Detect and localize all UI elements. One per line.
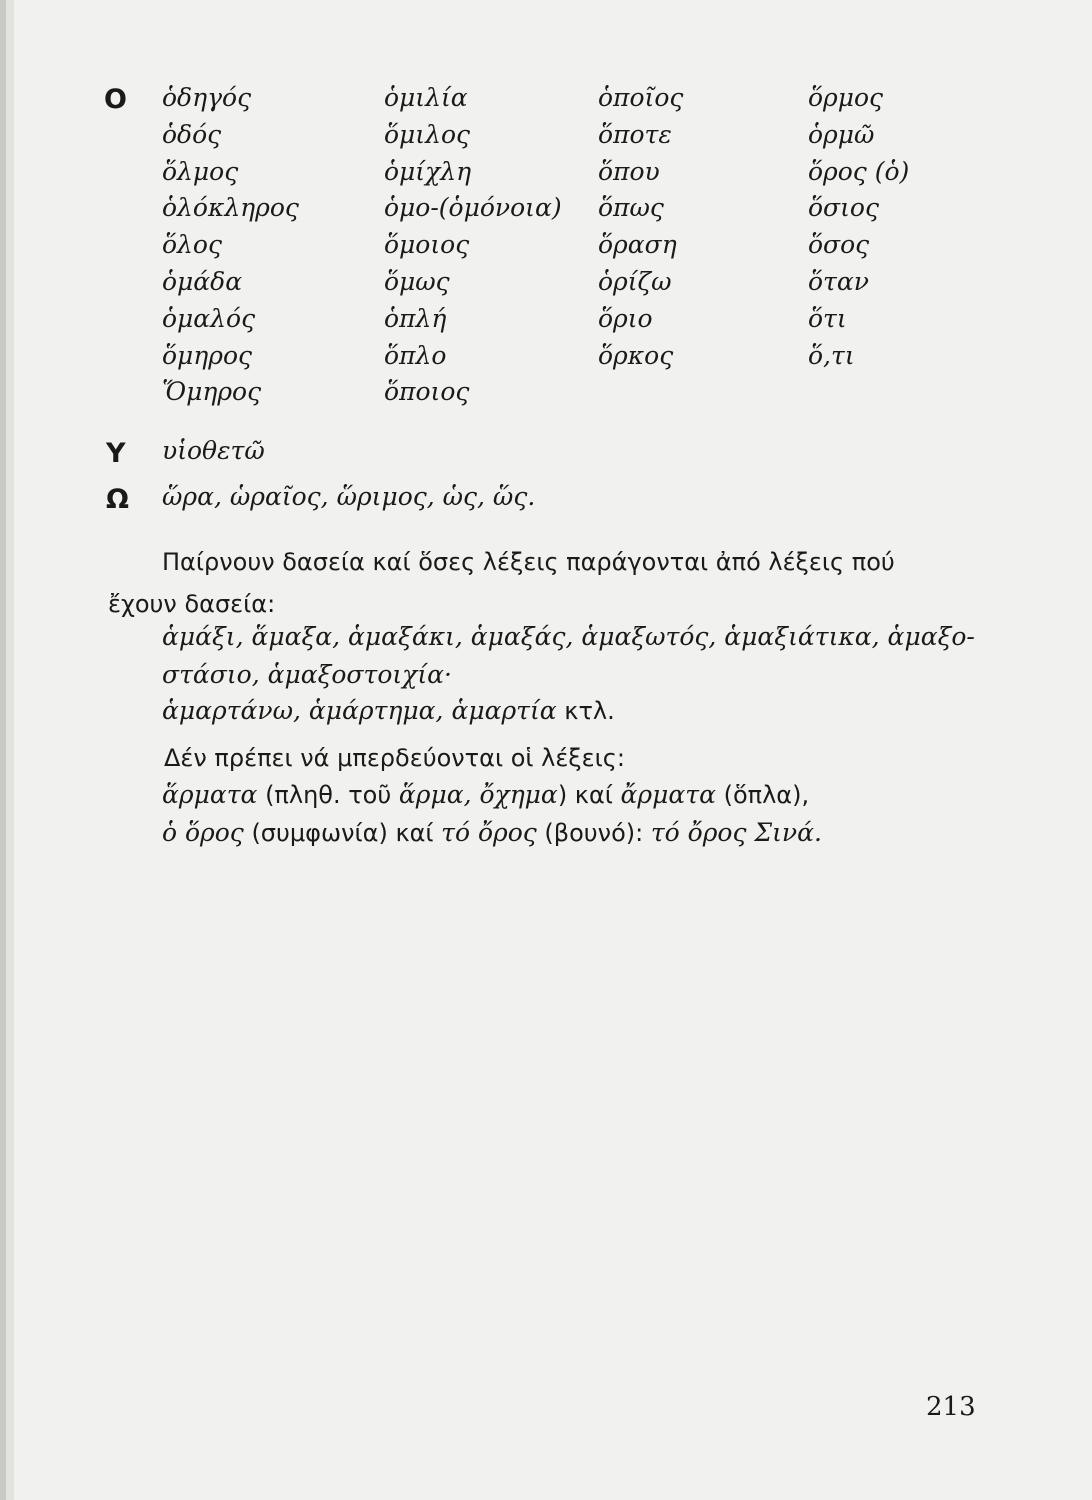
word-item: ὁποῖος: [598, 83, 684, 112]
rule2-line2-a: ἅρματα: [162, 780, 258, 809]
page-edge-fold: [6, 0, 14, 1500]
section-letter-omega: Ω: [106, 484, 129, 515]
section-y-words: υἱοθετῶ: [162, 436, 265, 465]
word-column-4: [808, 80, 909, 374]
rule1-examples-line1: ἁμάξι, ἅμαξα, ἁμαξάκι, ἁμαξάς, ἁμαξωτός, ἁμαξιάτικα, ἁμαξο-: [162, 622, 975, 651]
word-item: ὅρκος: [598, 340, 674, 370]
section-omega-words: ὥρα, ὡραῖος, ὥριμος, ὡς, ὥς.: [162, 482, 536, 511]
word-item: ὁδός: [162, 119, 222, 149]
word-item: ὁπλή: [384, 303, 447, 333]
word-item: ὁρμῶ: [808, 119, 875, 149]
rule1-examples-line2: στάσιο, ἁμαξοστοιχία·: [162, 660, 452, 689]
rule2-line3-c: τό ὄρος: [441, 818, 537, 847]
word-item: ὅλος: [162, 230, 222, 260]
rule2-line2-e: ἄρματα: [620, 780, 716, 809]
word-item: ὅτι: [808, 303, 847, 333]
word-item: ὅμως: [384, 266, 450, 296]
page-number: 213: [926, 1392, 976, 1422]
rule1-examples-line3-tail: κτλ.: [556, 697, 615, 725]
section-letter-o: O: [104, 84, 127, 115]
rule2-line2: [162, 780, 809, 809]
rule2-line3-a: ὁ ὅρος: [162, 818, 244, 847]
word-item: ὁμιλία: [384, 83, 468, 112]
word-item: ὅραση: [598, 230, 677, 260]
word-item: ὁδηγός: [162, 83, 252, 112]
section-letter-y: Υ: [106, 438, 126, 469]
word-item: ὁμαλός: [162, 303, 256, 333]
word-item: ὅριο: [598, 303, 653, 333]
word-item: ὁμο-(ὁμόνοια): [384, 193, 562, 223]
word-item: ὅμιλος: [384, 119, 470, 149]
word-item: ὅμηρος: [162, 340, 253, 370]
word-item: Ὅμηρος: [162, 377, 262, 407]
rule2-line3-e: τό ὄρος Σινά.: [650, 818, 822, 847]
word-item: ὅ,τι: [808, 340, 855, 370]
rule1-line1: Παίρνουν δασεία καί ὅσες λέξεις παράγονται ἀπό λέξεις πού: [162, 548, 895, 576]
word-item: ὅποτε: [598, 119, 672, 149]
rule2-line3: [162, 818, 822, 847]
rule2-line3-b: (συμφωνία) καί: [243, 819, 442, 847]
word-item: ὅσιος: [808, 193, 879, 223]
word-item: ὁρίζω: [598, 266, 672, 296]
word-item: ὁλόκληρος: [162, 193, 299, 223]
word-column-3: [598, 80, 683, 374]
rule2-line2-b: (πληθ. τοῦ: [257, 781, 399, 809]
word-item: ὅμοιος: [384, 230, 470, 260]
word-column-2: [384, 80, 562, 411]
rule1-line2: ἔχουν δασεία:: [108, 590, 276, 618]
word-item: ὅταν: [808, 266, 869, 296]
word-item: ὅσος: [808, 230, 870, 260]
rule2-line1: Δέν πρέπει νά μπερδεύονται οἱ λέξεις:: [164, 744, 625, 772]
word-item: ὅπλο: [384, 340, 447, 370]
word-item: ὅρος (ὁ): [808, 156, 910, 186]
word-column-1: [162, 80, 299, 411]
word-item: ὁμίχλη: [384, 156, 472, 186]
word-item: ὅρμος: [808, 83, 884, 112]
rule1-examples-line3: [162, 696, 615, 725]
word-item: ὅλμος: [162, 156, 239, 186]
rule1-examples-line3-italic: ἁμαρτάνω, ἁμάρτημα, ἁμαρτία: [162, 696, 557, 725]
rule2-line2-c: ἅρμα, ὄχημα: [398, 780, 558, 809]
word-item: ὅπου: [598, 156, 660, 186]
rule2-line3-d: (βουνό):: [536, 819, 651, 847]
word-item: ὅπως: [598, 193, 664, 223]
rule2-line2-d: ) καί: [557, 781, 621, 809]
rule2-line2-f: (ὅπλα),: [715, 781, 810, 809]
word-item: ὁμάδα: [162, 266, 243, 296]
word-item: ὅποιος: [384, 377, 470, 407]
